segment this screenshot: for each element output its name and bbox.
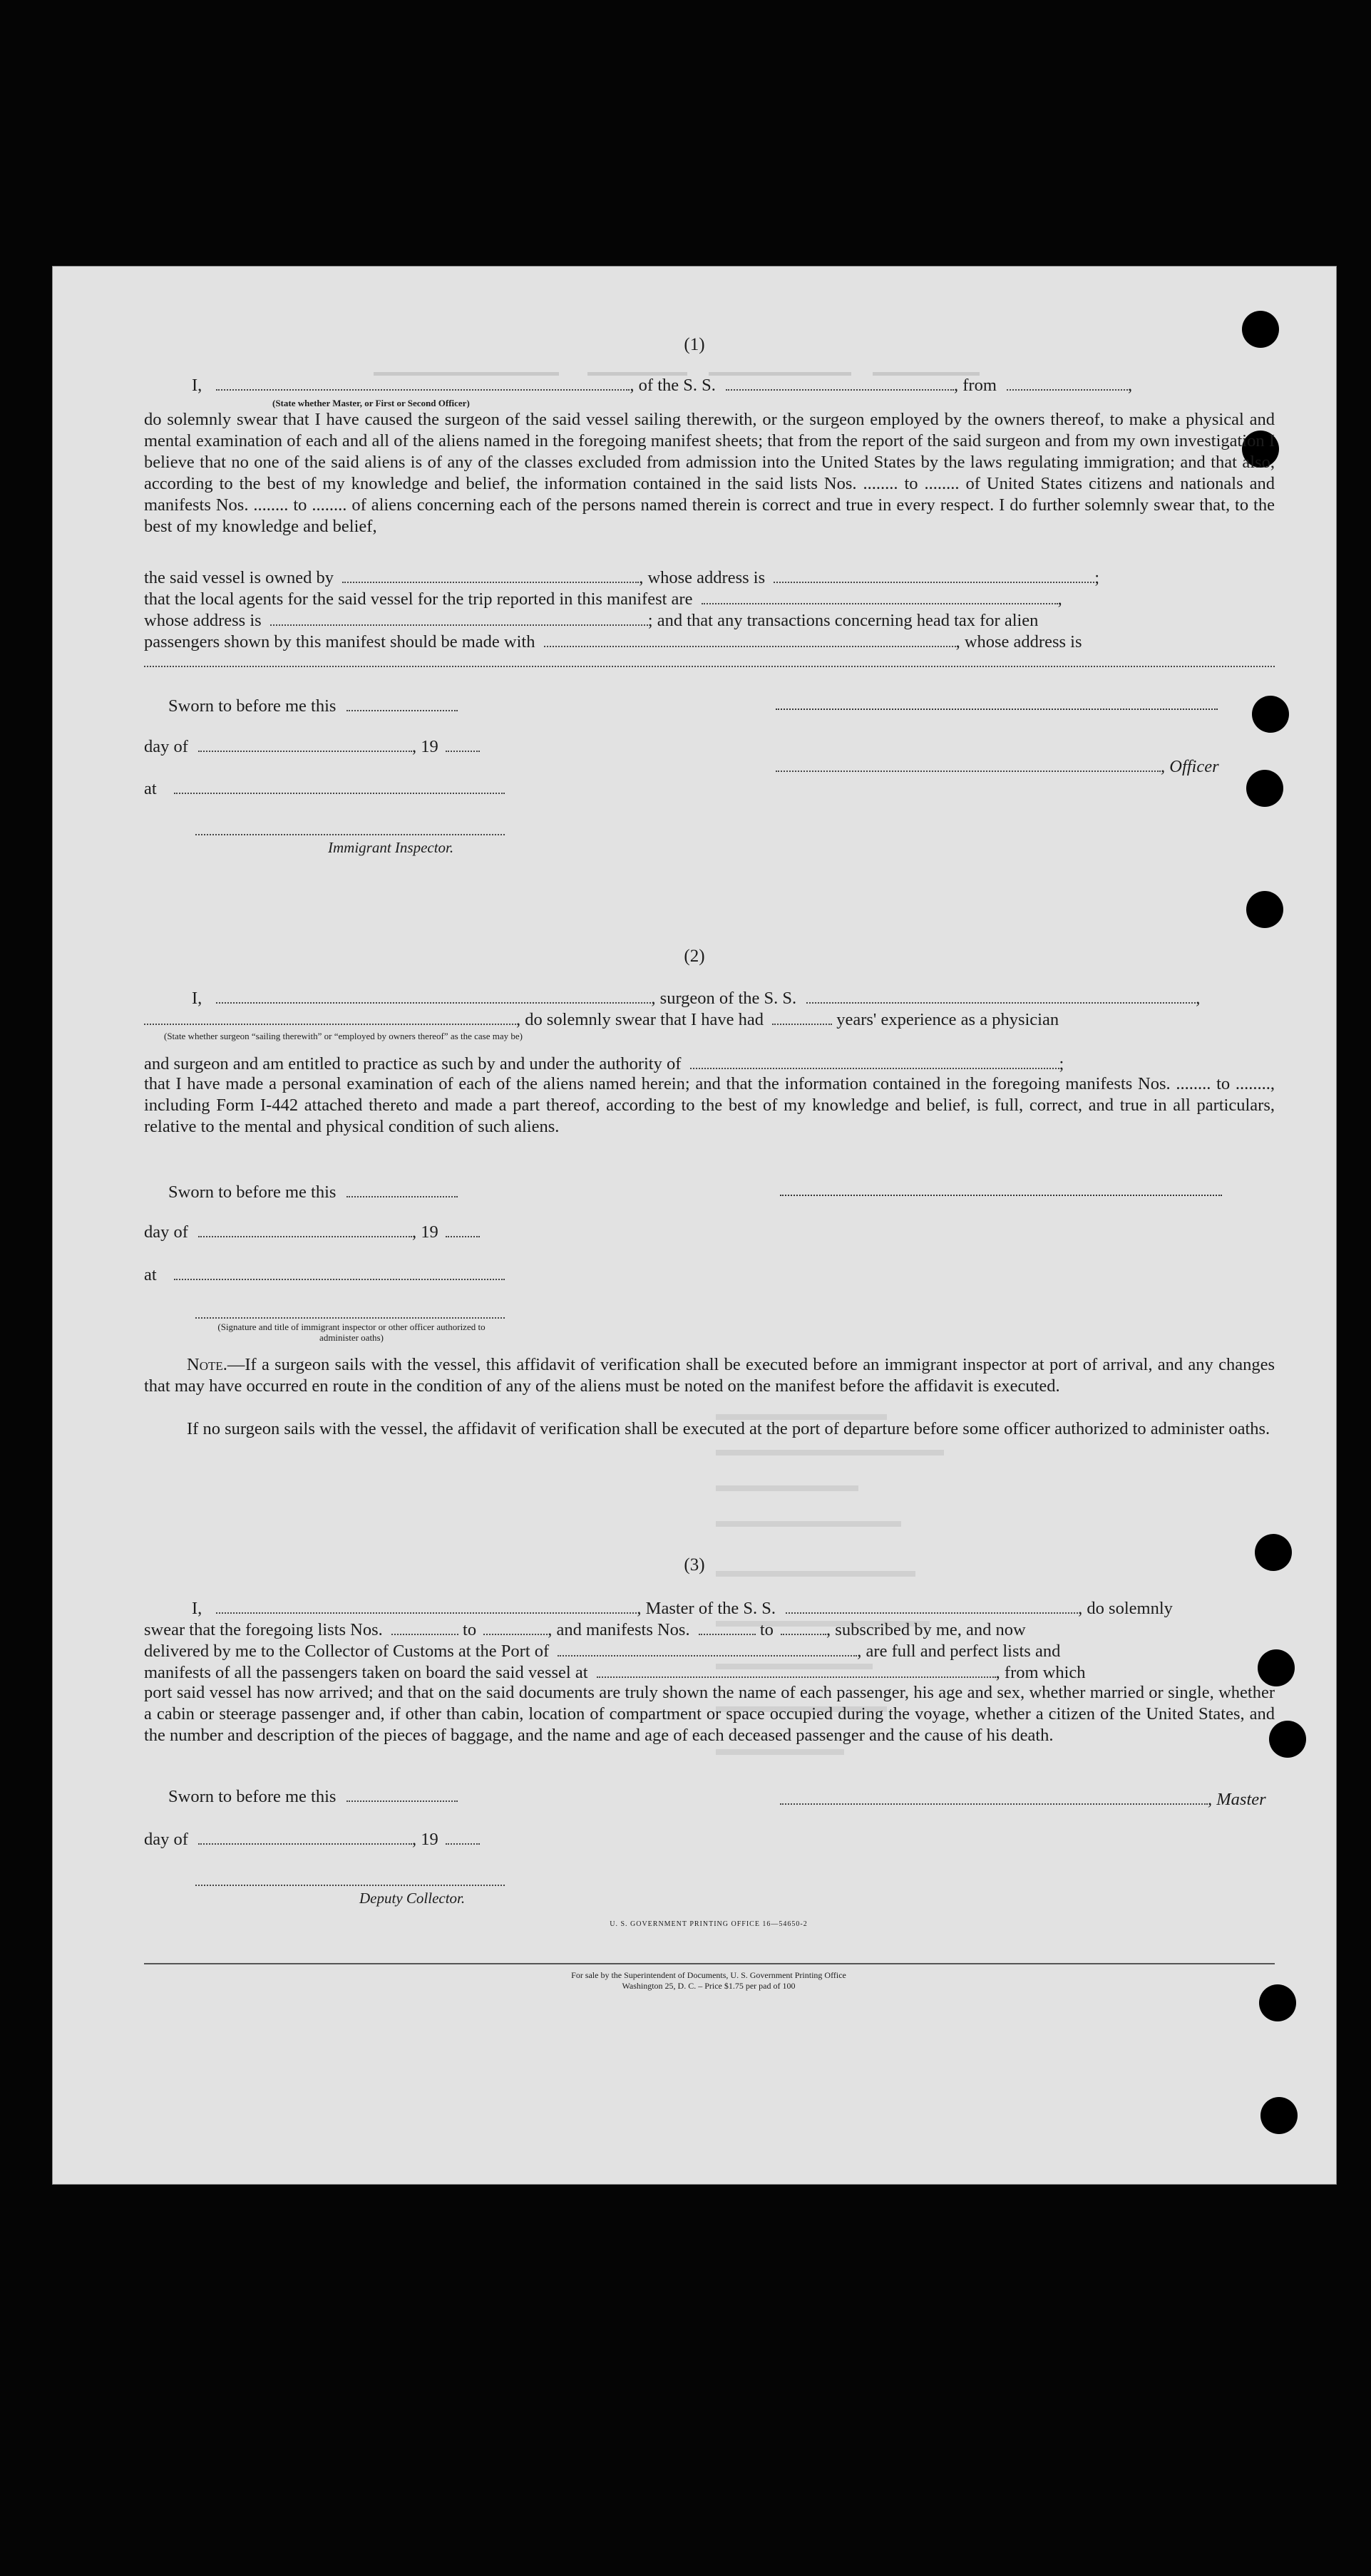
s3-label-to-2: to bbox=[759, 1620, 774, 1639]
s1-field-agents[interactable] bbox=[702, 587, 1058, 604]
s2-line-2 bbox=[144, 1008, 1059, 1031]
s3-label-master-of: , Master of the S. S. bbox=[637, 1599, 776, 1618]
s2-label-surgeon-of: , surgeon of the S. S. bbox=[651, 989, 797, 1008]
s1-label-passengers: passengers shown by this manifest should be made with bbox=[144, 632, 535, 651]
s3-field-list-from[interactable] bbox=[391, 1618, 458, 1635]
s2-surgeon-instruction: (State whether surgeon “sailing therewith” or “employed by owners thereof” as the case may be) bbox=[164, 1031, 523, 1041]
s1-field-signature[interactable] bbox=[776, 709, 1218, 710]
s3-label-full-lists: , are full and perfect lists and bbox=[857, 1642, 1061, 1661]
s1-field-owner-address[interactable] bbox=[774, 566, 1094, 583]
s1-line-1 bbox=[192, 373, 1132, 396]
s2-field-surgeon-name[interactable] bbox=[216, 986, 651, 1004]
s3-label-day: day of bbox=[144, 1830, 188, 1849]
s2-label-year: , 19 bbox=[412, 1222, 438, 1242]
s2-oath-text: that I have made a personal examination of each of the aliens named herein; and that the information contained in the foregoing manifests Nos. ........ to ........, including Form I-442 attached thereto and made a part thereof, according to the best of my knowledge and belief, is full, correct, and true in all particulars, relative to the mental and physical condition of such aliens. bbox=[144, 1074, 1275, 1136]
s3-master-line bbox=[780, 1788, 1266, 1810]
s2-field-year[interactable] bbox=[446, 1220, 480, 1237]
s2-field-surgeon-status[interactable] bbox=[144, 1008, 516, 1025]
s1-field-head-tax-party[interactable] bbox=[544, 630, 956, 647]
s1-field-officer-name[interactable] bbox=[216, 373, 630, 391]
s2-field-at[interactable] bbox=[174, 1263, 505, 1280]
sale-line-1: For sale by the Superintendent of Documents, U. S. Government Printing Office bbox=[571, 1970, 846, 1980]
s3-label-master: , Master bbox=[1208, 1790, 1266, 1809]
s3-field-manifest-from[interactable] bbox=[699, 1618, 756, 1635]
s2-field-authority[interactable] bbox=[690, 1052, 1059, 1069]
s3-label-taken-at: manifests of all the passengers taken on board the said vessel at bbox=[144, 1663, 588, 1682]
s3-oath-text: port said vessel has now arrived; and that on the said documents are truly shown the name of each passenger, his age and sex, whether married or single, whether a cabin or steerage passenger and, if other than cabin, location of compartment or space occupied during the voyage, whether a citizen of the United States, and the number and description of the pieces of baggage, and the name and age of each deceased passenger and the cause of his death. bbox=[144, 1683, 1275, 1745]
binder-hole bbox=[1252, 696, 1289, 733]
s1-field-owner[interactable] bbox=[342, 566, 639, 583]
s1-field-officer-signature[interactable] bbox=[776, 755, 1161, 772]
s2-label-swear: , do solemnly swear that I have had bbox=[516, 1010, 764, 1029]
s2-field-month[interactable] bbox=[198, 1220, 412, 1237]
s1-label-inspector: Immigrant Inspector. bbox=[328, 839, 454, 856]
s1-label-whose-address: whose address is bbox=[144, 611, 262, 630]
s3-field-vessel[interactable] bbox=[786, 1597, 1078, 1614]
s2-day-line bbox=[144, 1220, 480, 1243]
s2-semicolon: ; bbox=[1059, 1054, 1064, 1073]
s3-line-2 bbox=[144, 1618, 1026, 1641]
s1-comma-2: , bbox=[1057, 589, 1062, 609]
binder-hole bbox=[1246, 891, 1283, 928]
s1-label-i: I, bbox=[192, 376, 202, 395]
section-1-number: (1) bbox=[684, 335, 705, 354]
s3-field-departure-port[interactable] bbox=[597, 1661, 996, 1678]
binder-hole bbox=[1258, 1649, 1295, 1686]
s2-label-experience: years' experience as a physician bbox=[836, 1010, 1059, 1029]
s2-field-vessel[interactable] bbox=[806, 986, 1196, 1004]
s3-day-line bbox=[144, 1828, 480, 1850]
s3-label-sworn: Sworn to before me this bbox=[168, 1787, 337, 1806]
s2-line-1 bbox=[192, 986, 1200, 1009]
s3-field-sworn-day[interactable] bbox=[346, 1785, 458, 1802]
s3-field-port[interactable] bbox=[558, 1639, 857, 1657]
s2-label-i: I, bbox=[192, 989, 202, 1008]
s3-line-4 bbox=[144, 1661, 1086, 1684]
s2-label-at: at bbox=[144, 1265, 157, 1284]
s2-label-sworn: Sworn to before me this bbox=[168, 1183, 337, 1202]
s1-semicolon: ; bbox=[1094, 568, 1100, 587]
sale-line-2: Washington 25, D. C. – Price $1.75 per pad of 100 bbox=[622, 1981, 796, 1991]
s1-agents-line bbox=[144, 587, 1062, 610]
s1-field-month[interactable] bbox=[198, 735, 412, 752]
s3-field-year[interactable] bbox=[446, 1828, 480, 1845]
s1-field-inspector-signature[interactable] bbox=[195, 834, 505, 835]
s1-field-sworn-day[interactable] bbox=[346, 694, 458, 711]
s2-label-authority: and surgeon and am entitled to practice as such by and under the authority of bbox=[144, 1054, 682, 1073]
s1-oath-text: do solemnly swear that I have caused the surgeon of the said vessel sailing therewith, or the surgeon employed by the owners thereof, to make a physical and mental examination of each and all of the aliens named in the foregoing manifest sheets; that from the report of the said surgeon and from my own investigation I believe that no one of the said aliens is of any of the classes excluded from admission into the United States by the laws regulating immigration; and that also, according to the best of my knowledge and belief, the information contained in the said lists Nos. ........ to ........ of United States citizens and nationals and manifests Nos. ........ to ........ of aliens concerning each of the persons named therein is correct and true in every respect. I do further solemnly swear that, to the best of my knowledge and belief, bbox=[144, 410, 1275, 536]
s1-label-agents: that the local agents for the said vessel for the trip reported in this manifest are bbox=[144, 589, 693, 609]
s3-label-manifests: , and manifests Nos. bbox=[548, 1620, 690, 1639]
s1-label-sworn: Sworn to before me this bbox=[168, 696, 337, 716]
s2-label-day: day of bbox=[144, 1222, 188, 1242]
s3-label-solemnly: , do solemnly bbox=[1078, 1599, 1173, 1618]
s1-whose-line bbox=[144, 609, 1038, 632]
s2-field-signature[interactable] bbox=[780, 1195, 1222, 1196]
s1-field-vessel[interactable] bbox=[726, 373, 954, 391]
binder-hole bbox=[1259, 1984, 1296, 2021]
s3-field-month[interactable] bbox=[198, 1828, 412, 1845]
s1-comma: , bbox=[1128, 376, 1133, 395]
s1-field-year[interactable] bbox=[446, 735, 480, 752]
s1-officer-instruction: (State whether Master, or First or Second Officer) bbox=[272, 398, 470, 408]
s1-label-owner-address: , whose address is bbox=[639, 568, 766, 587]
s3-field-list-to[interactable] bbox=[483, 1618, 548, 1635]
s1-passengers-line bbox=[144, 630, 1082, 653]
s3-sworn-line bbox=[168, 1785, 458, 1808]
section-3-number: (3) bbox=[684, 1555, 705, 1575]
s3-label-subscribed: , subscribed by me, and now bbox=[826, 1620, 1026, 1639]
s1-label-officer: , Officer bbox=[1161, 757, 1219, 776]
form-sheet bbox=[53, 267, 1336, 2184]
s1-sworn-line bbox=[168, 694, 458, 717]
s3-field-master-signature[interactable] bbox=[780, 1788, 1208, 1805]
s3-label-port: delivered by me to the Collector of Customs at the Port of bbox=[144, 1642, 550, 1661]
s3-label-collector: Deputy Collector. bbox=[359, 1890, 466, 1907]
s1-field-from-port[interactable] bbox=[1007, 373, 1128, 391]
s2-field-sworn-day[interactable] bbox=[346, 1180, 458, 1197]
s1-officer-line bbox=[776, 755, 1219, 778]
s1-label-owned-by: the said vessel is owned by bbox=[144, 568, 334, 587]
s1-label-day: day of bbox=[144, 737, 188, 756]
s1-label-at: at bbox=[144, 779, 157, 798]
s1-label-head-tax: ; and that any transactions concerning head tax for alien bbox=[647, 611, 1039, 630]
s2-signature-instruction: (Signature and title of immigrant inspector or other officer authorized to administer oaths) bbox=[217, 1322, 486, 1343]
s2-field-inspector-signature[interactable] bbox=[195, 1317, 505, 1319]
s3-field-collector-signature[interactable] bbox=[195, 1885, 505, 1886]
s1-label-whose-address-2: , whose address is bbox=[955, 632, 1082, 651]
s2-note-text: —If a surgeon sails with the vessel, this affidavit of verification shall be executed before an immigrant inspector at port of arrival, and any changes that may have occurred en route in the condition of any of the aliens must be noted on the manifest before the affidavit is executed. bbox=[144, 1355, 1275, 1396]
s1-field-at[interactable] bbox=[174, 777, 505, 794]
s2-sworn-line bbox=[168, 1180, 458, 1203]
section-2-number: (2) bbox=[684, 947, 705, 966]
s2-comma: , bbox=[1196, 989, 1201, 1008]
s3-label-year: , 19 bbox=[412, 1830, 438, 1849]
s3-line-3 bbox=[144, 1639, 1060, 1662]
s1-owner-line bbox=[144, 566, 1099, 589]
s3-label-i: I, bbox=[192, 1599, 202, 1618]
s3-field-master-name[interactable] bbox=[216, 1597, 637, 1614]
footer-divider bbox=[144, 1963, 1275, 1964]
s3-field-manifest-to[interactable] bbox=[781, 1618, 826, 1635]
s3-label-lists: swear that the foregoing lists Nos. bbox=[144, 1620, 383, 1639]
s1-label-from: , from bbox=[954, 376, 997, 395]
s1-label-ss: , of the S. S. bbox=[630, 376, 716, 395]
s1-label-year: , 19 bbox=[412, 737, 438, 756]
s1-field-head-tax-address[interactable] bbox=[144, 666, 1275, 667]
binder-hole bbox=[1260, 2097, 1298, 2134]
s1-field-agents-address[interactable] bbox=[270, 609, 648, 626]
binder-hole bbox=[1246, 770, 1283, 807]
s3-label-to: to bbox=[463, 1620, 477, 1639]
s3-line-1 bbox=[192, 1597, 1173, 1619]
s1-day-line bbox=[144, 735, 480, 758]
s2-note-label: Note. bbox=[187, 1355, 227, 1374]
s2-field-years[interactable] bbox=[772, 1008, 832, 1025]
s2-note bbox=[144, 1354, 1275, 1397]
s1-at-line bbox=[144, 777, 505, 800]
s2-line-3 bbox=[144, 1052, 1064, 1075]
gpo-imprint: U. S. GOVERNMENT PRINTING OFFICE 16—54650-2 bbox=[610, 1920, 808, 1928]
s2-at-line bbox=[144, 1263, 505, 1286]
s2-note-2: If no surgeon sails with the vessel, the affidavit of verification shall be executed at the port of departure before some officer authorized to administer oaths. bbox=[187, 1419, 1270, 1438]
s3-label-from-which: , from which bbox=[995, 1663, 1086, 1682]
